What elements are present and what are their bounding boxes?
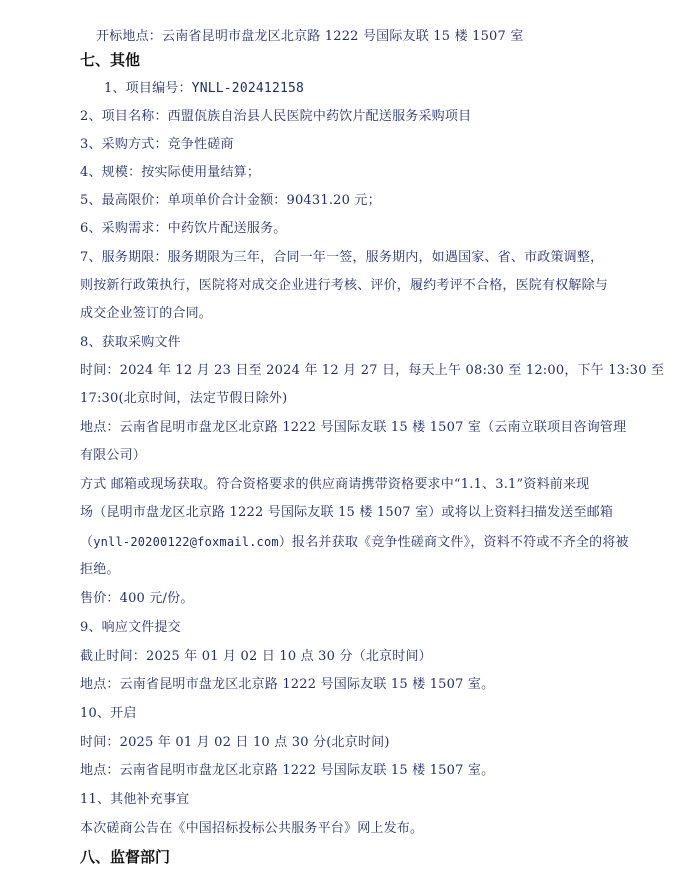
project-number-label: 1、项目编号： [104,81,192,96]
email-address: ynll-20200122@foxmail.com [93,535,279,549]
obtain-docs-method-line-1: 方式 邮箱或现场获取。符合资格要求的供应商请携带资格要求中“1.1、3.1”资料前来现 [80,477,590,492]
max-price [80,192,640,210]
bid-opening-location [96,28,656,46]
project-number [104,80,664,98]
service-period-line-2: 则按新行政策执行，医院将对成交企业进行考核、评价，履约考评不合格，医院有权解除与 [80,278,609,293]
submission-title: 9、响应文件提交 [80,620,181,635]
section-8-heading: 八、监督部门 [80,848,171,866]
submission-deadline: 截止时间：2025 年 01 月 02 日 10 点 30 分（北京时间） [80,649,432,664]
section-7-heading: 七、其他 [80,51,141,69]
email-open-paren: （ [80,535,94,550]
service-period-line-1: 7、服务期限：服务期限为三年，合同一年一签，服务期内，如遇国家、省、市政策调整， [80,250,604,265]
procurement-method-value: 竞争性磋商 [167,137,234,152]
bid-opening-location-label: 开标地点： [96,29,163,44]
procurement-requirement-label: 6、采购需求： [80,221,168,236]
max-price-label: 5、最高限价： [80,193,168,208]
opening-place: 地点：云南省昆明市盘龙区北京路 1222 号国际友联 15 楼 1507 室。 [80,763,495,778]
max-price-value: 单项单价合计金额：90431.20 元； [167,193,381,208]
project-name [80,108,640,126]
scale-label: 4、规模： [80,165,142,180]
submission-place: 地点：云南省昆明市盘龙区北京路 1222 号国际友联 15 楼 1507 室。 [80,677,495,692]
procurement-requirement-value: 中药饮片配送服务。 [167,221,287,236]
opening-time: 时间：2025 年 01 月 02 日 10 点 30 分(北京时间) [80,735,390,750]
procurement-requirement [80,220,640,238]
obtain-docs-title: 8、获取采购文件 [80,335,181,350]
supplementary-title: 11、其他补充事宜 [80,792,190,807]
obtain-docs-place-line-1: 地点：云南省昆明市盘龙区北京路 1222 号国际友联 15 楼 1507 室（云南立联项目咨询管理 [80,420,627,435]
project-name-label: 2、项目名称： [80,109,168,124]
obtain-docs-time-line-1: 时间：2024 年 12 月 23 日至 2024 年 12 月 27 日，每天上午 08:30 至 12:00，下午 13:30 至 [80,363,665,378]
obtain-docs-place-line-2: 有限公司） [80,448,147,463]
supplementary-text: 本次磋商公告在《中国招标投标公共服务平台》网上发布。 [80,821,424,836]
obtain-docs-method-line-2: 场（昆明市盘龙区北京路 1222 号国际友联 15 楼 1507 室）或将以上资料扫描发送至邮箱 [80,505,614,520]
scale [80,164,640,182]
obtain-docs-time-line-2: 17:30(北京时间，法定节假日除外) [80,391,288,406]
project-number-value: YNLL-202412158 [191,81,305,96]
email-suffix-text: ）报名并获取《竞争性磋商文件》，资料不符或不齐全的将被 [278,535,629,550]
procurement-method [80,136,640,154]
service-period-line-3: 成交企业签订的合同。 [80,306,213,321]
opening-title: 10、开启 [80,706,137,721]
bid-opening-location-value: 云南省昆明市盘龙区北京路 1222 号国际友联 15 楼 1507 室 [162,29,524,44]
obtain-docs-method-line-3 [80,533,640,552]
procurement-method-label: 3、采购方式： [80,137,168,152]
document-price: 售价：400 元/份。 [80,591,194,606]
scale-value: 按实际使用量结算； [141,165,261,180]
project-name-value: 西盟佤族自治县人民医院中药饮片配送服务采购项目 [167,109,472,124]
obtain-docs-method-line-4: 拒绝。 [80,562,120,577]
